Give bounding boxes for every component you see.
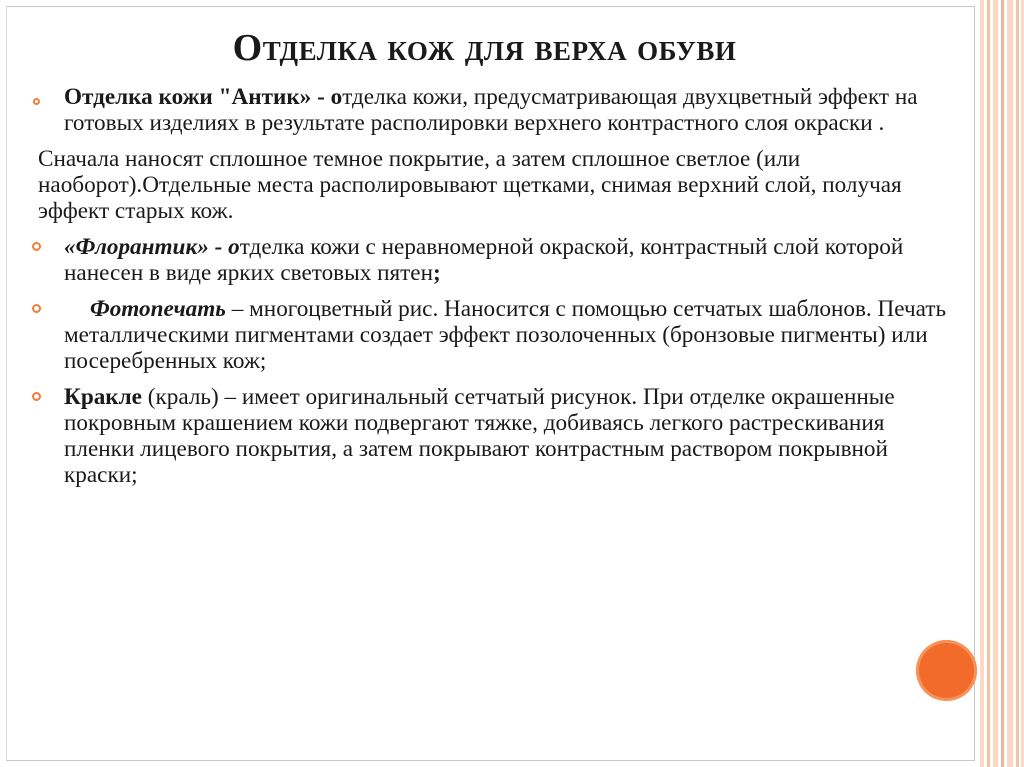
list-item-fotopechat [30,296,960,374]
bullet-icon [32,304,41,313]
paragraph-antik-process [30,146,960,224]
description-krakle: (краль) – имеет оригинальный сетчатый рисунок. При отделке окрашенные покровным крашением кожи подвергают тяжке, добиваясь легкого растрескивания пленки лицевого покрытия, а затем покрывают контрастным раствором покрывной краски; [64,384,895,488]
decorative-stripes [975,0,1024,767]
list-item-krakle [30,384,960,488]
slide-content [30,84,960,498]
bullet-icon [33,98,40,105]
term-fotopechat: Фотопечать [90,296,226,322]
description-antik: тделка кожи, предусматривающая двухцветный эффект на готовых изделиях в результате располировки верхнего контрастного слоя окраски . [64,84,918,136]
bullet-icon [32,242,41,251]
description-fotopechat: – многоцветный рис. Наносится с помощью сетчатых шаблонов. Печать металлическими пигментами создает эффект позолоченных (бронзовые пигменты) или посеребренных кож; [64,296,947,374]
term-antik: Отделка кожи "Антик» - о [64,84,343,110]
list-item-florantik [30,234,960,286]
process-text: Сначала наносят сплошное темное покрытие, а затем сплошное светлое (или наоборот).Отдельные места располировывают щетками, снимая верхний слой, получая эффект старых кож. [38,146,902,224]
term-krakle: Кракле [64,384,142,410]
bullet-icon [32,392,41,401]
decorative-circle [916,640,977,701]
term-florantik: «Флорантик» - о [64,234,240,260]
list-item-antik [30,84,960,136]
description-florantik: тделка кожи с неравномерной окраской, контрастный слой которой нанесен в виде ярких световых пятен [64,234,904,286]
slide-title: Отделка кож для верха обуви [232,27,737,69]
description-florantik-tail: ; [433,260,441,286]
